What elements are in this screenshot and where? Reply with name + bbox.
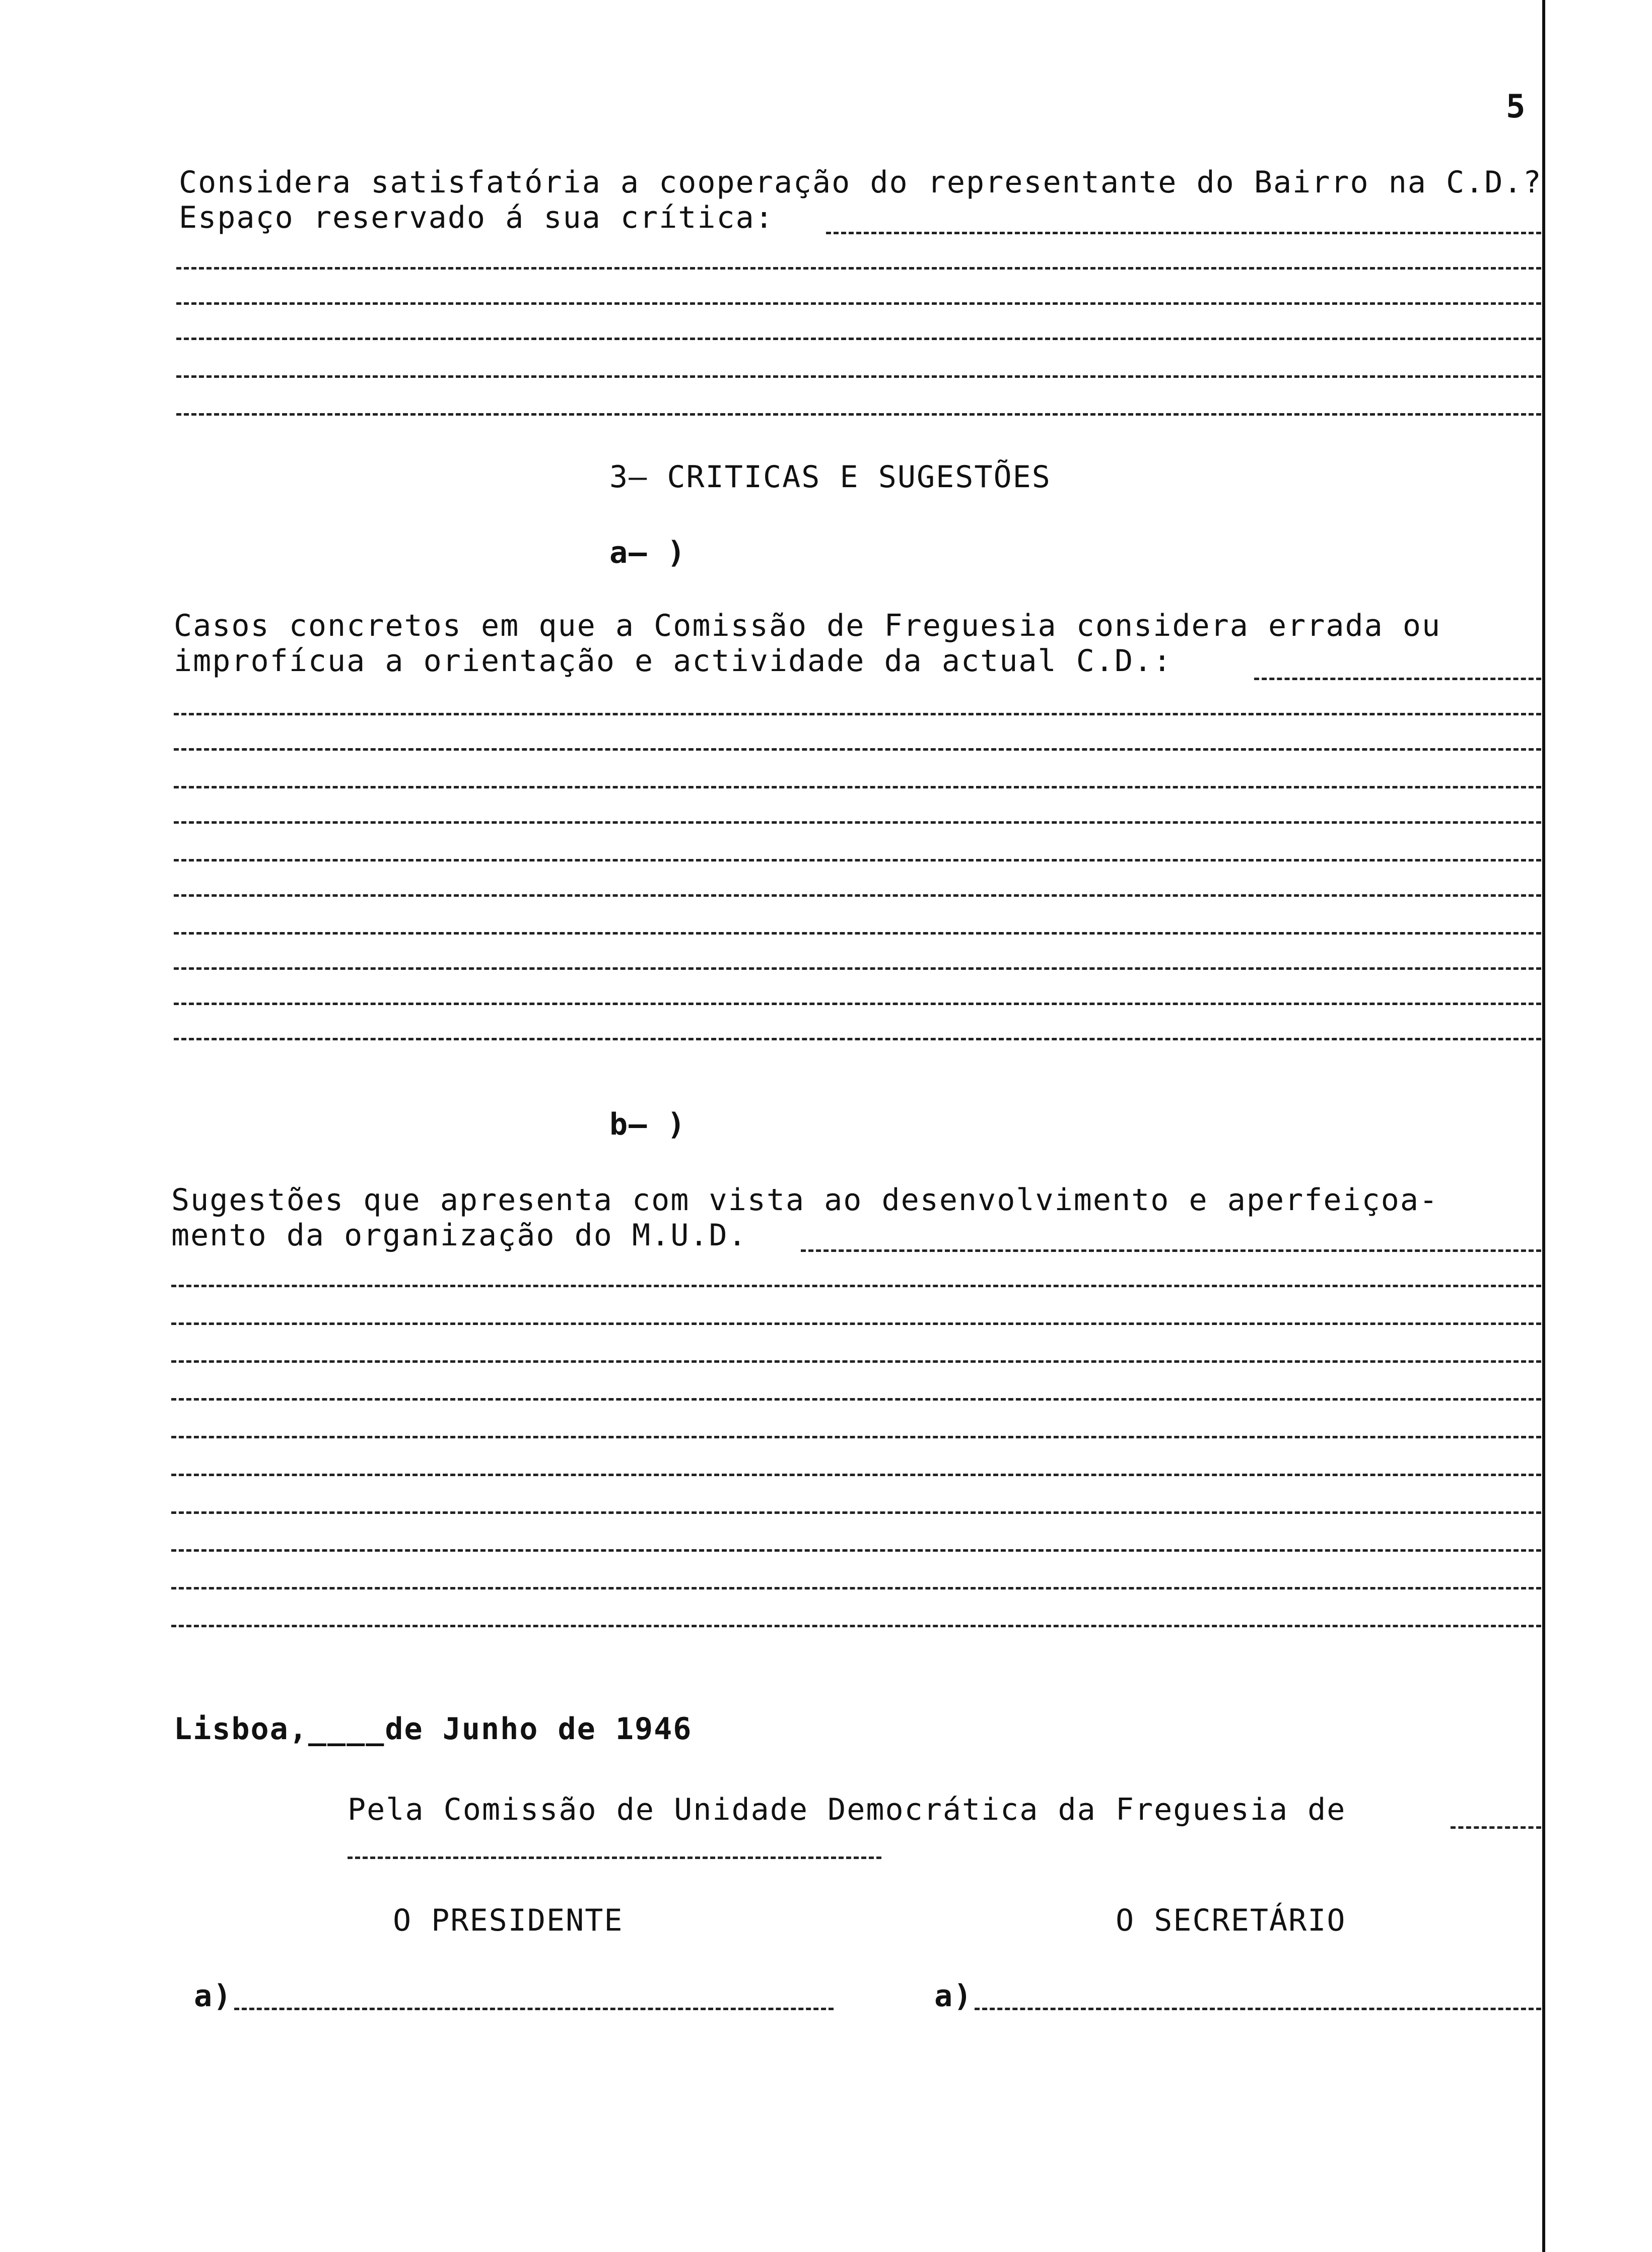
answer-rule [176,338,1541,340]
place-date: Lisboa,____de Junho de 1946 [174,1711,693,1747]
commission-line: Pela Comissão de Unidade Democrática da Freguesia de [348,1792,1346,1827]
answer-rule [174,894,1541,897]
answer-rule [171,1511,1541,1514]
answer-rule [174,967,1541,970]
subsection-b-label: b— ) [609,1107,686,1142]
answer-rule [176,413,1541,416]
answer-rule [174,1038,1541,1040]
answer-rule [171,1360,1541,1363]
answer-rule [176,267,1541,270]
president-label: O PRESIDENTE [393,1903,624,1938]
answer-rule [171,1398,1541,1401]
answer-rule [174,821,1541,824]
subsection-a-label: a— ) [609,535,686,570]
answer-rule [171,1285,1541,1287]
vertical-edge-line [1542,0,1545,2252]
answer-rule [174,859,1541,862]
page-number: 5 [1506,88,1526,125]
president-signature-label: a) [194,1978,233,2014]
answer-rule [171,1474,1541,1476]
answer-rule [1254,678,1541,680]
answer-rule [174,1003,1541,1005]
subsection-a-line-1: Casos concretos em que a Comissão de Freguesia considera errada ou [174,608,1441,643]
secretary-signature-label: a) [934,1978,973,2014]
question-line-1: Considera satisfatória a cooperação do representante do Bairro na C.D.? [179,165,1542,200]
president-signature-line [234,2008,834,2010]
answer-rule [826,232,1541,234]
answer-rule [171,1625,1541,1627]
answer-rule [174,748,1541,751]
answer-rule [1451,1826,1541,1829]
answer-rule [171,1587,1541,1589]
answer-rule [176,375,1541,378]
answer-rule [348,1857,881,1859]
answer-rule [174,713,1541,715]
answer-rule [176,302,1541,305]
answer-rule [174,932,1541,935]
section-heading: 3— CRITICAS E SUGESTÕES [609,459,1051,495]
question-line-2: Espaço reservado á sua crítica: [179,200,774,235]
secretary-label: O SECRETÁRIO [1116,1903,1346,1938]
subsection-a-line-2: improfícua a orientação e actividade da actual C.D.: [174,643,1173,679]
answer-rule [171,1436,1541,1438]
subsection-b-line-2: mento da organização do M.U.D. [171,1218,747,1253]
secretary-signature-line [975,2008,1541,2010]
answer-rule [174,786,1541,788]
answer-rule [801,1249,1541,1252]
subsection-b-line-1: Sugestões que apresenta com vista ao desenvolvimento e aperfeiçoa- [171,1182,1439,1218]
answer-rule [171,1322,1541,1325]
answer-rule [171,1549,1541,1552]
